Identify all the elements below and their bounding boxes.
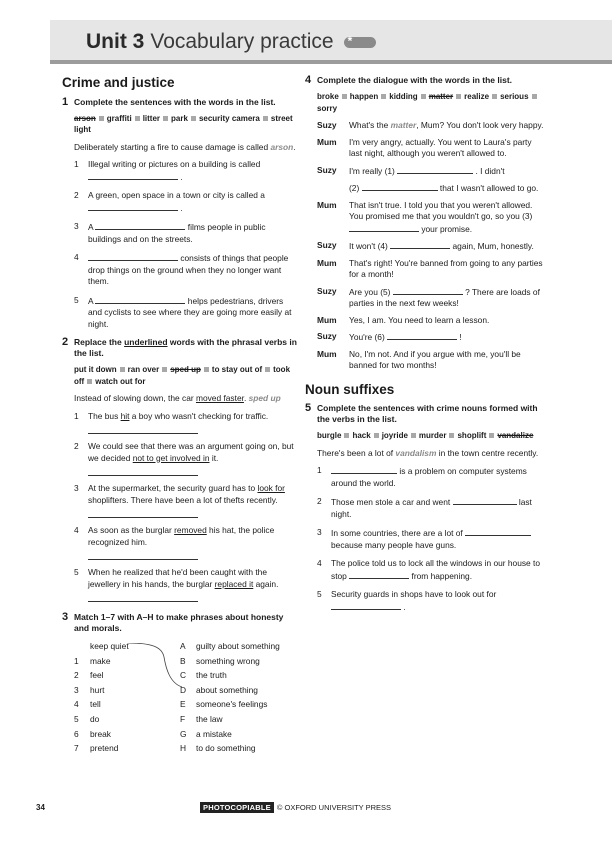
- match-letter: G: [180, 728, 187, 739]
- dialogue-text-part: What's the: [349, 120, 391, 130]
- item-text-part: A: [88, 222, 94, 232]
- word-list-item: took off: [74, 365, 291, 386]
- unit-label: Unit 3: [86, 30, 145, 53]
- exercise-item: [62, 190, 298, 214]
- word-list-item: to stay out of: [211, 365, 263, 374]
- match-left-item: [74, 697, 129, 712]
- dialogue-text: [349, 349, 545, 372]
- separator-square: [381, 94, 386, 99]
- match-right-item: [180, 683, 280, 698]
- example-answer: matter: [390, 120, 417, 130]
- match-left-item: [74, 683, 129, 698]
- page-title: Vocabulary practice: [150, 30, 334, 53]
- word-list-item: ran over: [127, 365, 160, 374]
- match-right-item: [180, 727, 280, 742]
- match-number: 6: [74, 728, 79, 739]
- separator-square: [135, 116, 140, 121]
- right-column: [305, 75, 545, 620]
- dialogue-text-part: No, I'm not. And if you argue with me, you'll be banned for two months!: [349, 348, 521, 370]
- exercise-4-heading: [305, 75, 545, 86]
- exercise-item: [305, 589, 545, 613]
- match-right-item: [180, 639, 280, 654]
- item-text-part: again.: [253, 578, 279, 589]
- match-letter: E: [180, 699, 186, 710]
- match-letter: H: [180, 743, 187, 754]
- dialogue-text-part: Are you (5): [349, 286, 391, 297]
- match-left-item: [74, 668, 129, 683]
- item-text-part: films people in public buildings and on the streets.: [88, 222, 266, 244]
- separator-square: [120, 367, 125, 372]
- item-text: [88, 190, 298, 214]
- word-list: [62, 364, 298, 387]
- separator-square: [411, 433, 416, 438]
- match-text: the truth: [196, 670, 227, 681]
- separator-square: [492, 94, 497, 99]
- speaker-name: Suzy: [317, 120, 337, 130]
- exercise-item: [62, 411, 298, 435]
- separator-square: [87, 379, 92, 384]
- match-text: pretend: [90, 743, 119, 754]
- separator-square: [421, 94, 426, 99]
- item-text: [331, 465, 545, 489]
- dialogue-line: [317, 137, 545, 160]
- dialogue-text-part: that I wasn't allowed to go.: [439, 183, 539, 193]
- word-list-item: serious: [500, 92, 529, 101]
- item-text: [88, 295, 298, 331]
- item-text-part: helps pedestrians, drivers and cyclists to see where they are going more easily at night.: [88, 295, 292, 329]
- item-text-part: As soon as the burglar: [88, 525, 175, 535]
- exercise-item: [305, 527, 545, 551]
- exercise-instruction: Complete the sentences with the words in the list.: [74, 96, 276, 107]
- item-text-part: At the supermarket, the security guard has to: [88, 483, 258, 493]
- item-text-part: because many people have guns.: [331, 539, 457, 550]
- section-title-crime: Crime and justice: [62, 75, 175, 90]
- match-text: hurt: [90, 684, 105, 695]
- example-text: .: [243, 393, 249, 403]
- answer-blank[interactable]: [331, 465, 397, 474]
- answer-blank[interactable]: [362, 182, 438, 191]
- footer: [200, 802, 391, 813]
- dialogue-text-part: That isn't true. I told you that you weren't allowed. You promised me that you wouldn't go, so you (3): [349, 199, 533, 221]
- match-number: 2: [74, 670, 79, 681]
- speaker-name: Mum: [317, 257, 337, 268]
- speaker-name: Mum: [317, 136, 337, 147]
- item-underlined: not to get involved in: [132, 452, 210, 463]
- match-text: keep quiet: [90, 641, 129, 651]
- item-number: 1: [74, 159, 79, 169]
- item-number: 2: [74, 441, 79, 451]
- dialogue-text-part: . I didn't: [475, 165, 505, 176]
- answer-line[interactable]: [88, 592, 198, 602]
- match-left-item: [74, 654, 129, 669]
- example-text: Deliberately starting a fire to cause damage is called: [74, 141, 271, 152]
- item-number: 5: [317, 589, 322, 599]
- dialogue-text: [349, 182, 545, 195]
- exercise-2-heading: [62, 337, 298, 359]
- left-column: [62, 75, 298, 769]
- match-text: guilty about something: [196, 641, 280, 651]
- match-text: make: [90, 655, 111, 666]
- dialogue-text-part: Yes, I am. You need to learn a lesson.: [349, 314, 490, 325]
- exercise-item: [305, 465, 545, 489]
- exercise-item: [62, 221, 298, 245]
- match-letter: B: [180, 655, 186, 666]
- match-text: something wrong: [196, 655, 260, 666]
- match-right-item: [180, 668, 280, 683]
- item-text-part: from happening.: [411, 570, 473, 581]
- match-number: 5: [74, 713, 79, 724]
- answer-blank[interactable]: [349, 570, 409, 579]
- item-text: [331, 527, 545, 551]
- dialogue-text: [349, 286, 545, 310]
- separator-square: [449, 433, 454, 438]
- answer-blank[interactable]: [95, 221, 185, 230]
- separator-square: [204, 367, 209, 372]
- item-text: [88, 252, 298, 288]
- item-underlined: removed: [174, 525, 207, 535]
- example-sentence: [62, 393, 298, 405]
- word-list-item: security camera: [198, 113, 260, 123]
- exercise-instruction: Match 1–7 with A–H to make phrases about honesty and morals.: [74, 612, 284, 633]
- instruction-part: Replace the: [74, 337, 125, 347]
- item-underlined: look for: [257, 483, 285, 493]
- item-text-part: A: [88, 295, 94, 306]
- speaker-name: Suzy: [317, 164, 337, 175]
- instruction-underlined: underlined: [124, 337, 168, 347]
- match-letter: C: [180, 670, 187, 681]
- section-title-noun-suffixes: Noun suffixes: [305, 381, 395, 397]
- item-number: 5: [74, 294, 79, 305]
- answer-line[interactable]: [88, 508, 198, 518]
- match-left-item: [74, 741, 129, 756]
- item-text-part: Illegal writing or pictures on a building is called: [88, 159, 261, 169]
- word-list-item: litter: [142, 113, 161, 123]
- match-letter: D: [180, 684, 187, 695]
- item-text: [88, 221, 298, 245]
- dialogue-line: [317, 315, 545, 327]
- exercise-number: 1: [62, 95, 69, 108]
- dialogue-text: [349, 258, 545, 281]
- exercise-1-items: [62, 159, 298, 330]
- match-number: [74, 639, 90, 654]
- item-text-part: a boy who wasn't checking for traffic.: [129, 410, 269, 421]
- exercise-1-heading: [62, 97, 298, 108]
- separator-square: [374, 433, 379, 438]
- dialogue-text-part: your promise.: [421, 223, 473, 234]
- item-number: 3: [317, 527, 322, 537]
- example-text: There's been a lot of: [317, 447, 396, 458]
- dialogue-text: [349, 137, 545, 160]
- item-text: [331, 558, 545, 582]
- match-right-item: [180, 741, 280, 756]
- dialogue-text-part: ? There are loads of parties in the next few weeks!: [349, 286, 540, 308]
- separator-square: [163, 116, 168, 121]
- example-answer: vandalism: [395, 447, 437, 458]
- dialogue-text-part: I'm very angry, actually. You went to Laura's party last night, although you weren't allowed to.: [349, 136, 532, 158]
- word-list-item: park: [171, 113, 188, 123]
- match-right-item: [180, 654, 280, 669]
- item-number: 1: [317, 465, 322, 475]
- match-number: 7: [74, 743, 79, 754]
- word-list-item: murder: [418, 431, 447, 440]
- item-text: [88, 567, 298, 602]
- dialogue-text-part: , Mum? You don't look very happy.: [416, 120, 544, 130]
- exercise-number: 4: [305, 74, 312, 86]
- match-number: 1: [74, 655, 79, 666]
- answer-blank[interactable]: [390, 240, 450, 249]
- exercise-item: [62, 525, 298, 560]
- exercise-item: [62, 567, 298, 602]
- item-underlined: replaced it: [214, 578, 254, 589]
- item-text: [331, 589, 545, 613]
- answer-blank[interactable]: [465, 527, 531, 536]
- example-answer: sped up: [248, 393, 281, 403]
- dialogue-line: [317, 331, 545, 344]
- word-list-item: hack: [352, 431, 371, 440]
- exercise-5-heading: [305, 403, 545, 425]
- word-list-item: vandalize: [497, 431, 534, 440]
- item-text-part: is a problem on computer systems around the world.: [331, 466, 527, 488]
- item-text: [331, 496, 545, 520]
- item-text-part: .: [180, 171, 183, 182]
- match-text: feel: [90, 670, 104, 681]
- match-letter: A: [180, 641, 186, 651]
- item-number: 2: [317, 496, 322, 506]
- answer-blank[interactable]: [349, 223, 419, 232]
- dialogue-text-part: I'm really (1): [349, 165, 395, 176]
- instruction-part: words with the phrasal verbs in the list.: [74, 337, 297, 358]
- exercise-2-items: [62, 411, 298, 603]
- match-right-item: [180, 697, 280, 712]
- page-number: 34: [36, 803, 45, 812]
- answer-blank[interactable]: [453, 496, 517, 505]
- match-number: 4: [74, 699, 79, 710]
- word-list: [62, 113, 298, 136]
- item-text-part: Those men stole a car and went: [331, 497, 451, 507]
- dialogue-text: [349, 120, 545, 132]
- answer-line[interactable]: [88, 550, 198, 560]
- item-text-part: The police told us to lock all the windows in our house to stop: [331, 558, 541, 581]
- dialogue-line: [317, 120, 545, 132]
- item-number: 3: [74, 221, 79, 231]
- separator-square: [265, 367, 270, 372]
- separator-square: [162, 367, 167, 372]
- level-badge: [344, 33, 376, 48]
- word-list-item: matter: [428, 92, 454, 101]
- exercise-5-items: [305, 465, 545, 613]
- example-answer: arson: [270, 141, 294, 152]
- item-text-part: When he realized that he'd been caught with the jewellery in his hands, the burglar: [88, 567, 267, 589]
- item-text-part: shoplifters. There have been a lot of thefts recently.: [88, 494, 278, 505]
- item-text: [88, 483, 298, 518]
- dialogue-text-part: again, Mum, honestly.: [452, 241, 534, 251]
- dialogue-line: [317, 349, 545, 372]
- item-text-part: his hat, the police recognized him.: [88, 525, 275, 547]
- word-list: [305, 91, 545, 114]
- word-list-item: sped up: [170, 365, 201, 374]
- word-list-item: sorry: [317, 103, 338, 113]
- dialogue-line: [317, 286, 545, 310]
- item-number: 1: [74, 410, 79, 421]
- match-left-item: [74, 727, 129, 742]
- exercise-number: 5: [305, 402, 312, 414]
- item-text-part: last night.: [331, 497, 532, 519]
- match-number: 3: [74, 684, 79, 695]
- example-sentence: Deliberately starting a fire to cause damage is called arson.: [74, 141, 296, 152]
- item-text: [88, 159, 298, 183]
- separator-square: [489, 433, 494, 438]
- item-text-part: it.: [209, 452, 219, 463]
- speaker-name: Suzy: [317, 285, 337, 296]
- match-right-list: [180, 639, 280, 756]
- answer-line[interactable]: [88, 466, 198, 476]
- speaker-name: Mum: [317, 199, 337, 210]
- dialogue-text-part: !: [459, 332, 462, 342]
- item-text: [88, 411, 298, 435]
- dialogue-text-part: That's right! You're banned from going to any parties for a month!: [349, 257, 543, 279]
- speaker-name: Suzy: [317, 331, 337, 341]
- answer-blank[interactable]: [88, 202, 178, 211]
- word-list-item: graffiti: [106, 113, 132, 123]
- separator-square: [342, 94, 347, 99]
- item-number: 5: [74, 567, 79, 577]
- item-text: [88, 441, 298, 476]
- match-left-list: [74, 639, 129, 756]
- speaker-name: Mum: [317, 314, 337, 325]
- word-list-item: street light: [74, 113, 293, 134]
- separator-square: [191, 116, 196, 121]
- dialogue-text: [349, 331, 545, 344]
- example-sentence: [305, 448, 545, 460]
- dialogue-text-part: You're (6): [349, 332, 385, 342]
- copyright: © OXFORD UNIVERSITY PRESS: [276, 803, 392, 812]
- exercise-item: [62, 441, 298, 476]
- word-list-item: happen: [349, 92, 379, 101]
- answer-blank[interactable]: [387, 331, 457, 340]
- word-list-item: burgle: [317, 431, 342, 440]
- separator-square: [263, 116, 268, 121]
- answer-blank[interactable]: [88, 252, 178, 261]
- dialogue-text: [349, 200, 545, 236]
- word-list: [305, 430, 545, 442]
- speaker-name: Suzy: [317, 240, 337, 250]
- exercise-number: 2: [62, 336, 69, 348]
- word-list-item: broke: [317, 92, 339, 101]
- match-left-item: [74, 639, 129, 654]
- answer-blank[interactable]: [88, 171, 178, 180]
- word-list-item: put it down: [74, 365, 117, 374]
- dialogue-text: [349, 165, 545, 178]
- item-number: 4: [74, 252, 79, 262]
- example-underlined: moved faster: [195, 393, 244, 403]
- answer-line[interactable]: [88, 424, 198, 434]
- answer-blank[interactable]: [331, 601, 401, 610]
- answer-blank[interactable]: [393, 286, 463, 295]
- separator-square: [532, 94, 537, 99]
- dialogue-text-part: (2): [349, 183, 360, 193]
- match-left-item: [74, 712, 129, 727]
- example-text: Instead of slowing down, the car: [74, 393, 196, 403]
- dialogue-line: [317, 240, 545, 253]
- match-text: the law: [196, 713, 223, 724]
- word-list-item: arson: [74, 113, 96, 123]
- word-list-item: shoplift: [457, 431, 487, 440]
- example-text: in the town centre recently.: [436, 447, 539, 458]
- item-text-part: Security guards in shops have to look out for: [331, 589, 497, 599]
- item-text-part: We could see that there was an argument going on, but we decided: [88, 441, 294, 463]
- speaker-name: Mum: [317, 348, 337, 359]
- dialogue-line: [317, 258, 545, 281]
- dialogue-line: [317, 165, 545, 178]
- match-text: someone's feelings: [196, 699, 268, 710]
- separator-square: [99, 116, 104, 121]
- dialogue-line: [317, 200, 545, 236]
- match-right-item: [180, 712, 280, 727]
- item-number: 4: [317, 558, 322, 568]
- dialogue-text: [349, 240, 545, 253]
- item-text-part: .: [180, 202, 183, 213]
- speaker-name: [317, 182, 349, 195]
- match-text: to do something: [196, 743, 256, 754]
- item-underlined: hit: [120, 410, 130, 421]
- match-letter: F: [180, 713, 186, 724]
- dialogue-text: [349, 315, 545, 327]
- matching-exercise: [62, 639, 298, 769]
- match-text: do: [90, 713, 100, 724]
- star-icon: *: [347, 33, 353, 48]
- exercise-item: [305, 496, 545, 520]
- exercise-number: 3: [62, 611, 69, 623]
- exercise-item: [62, 252, 298, 288]
- answer-blank[interactable]: [397, 165, 473, 174]
- item-text-part: consists of things that people drop things on the ground when they no longer want them.: [88, 253, 289, 286]
- match-text: about something: [196, 684, 258, 695]
- exercise-item: [62, 483, 298, 518]
- word-list-item: realize: [464, 92, 490, 101]
- item-text-part: The bus: [88, 410, 121, 421]
- answer-blank[interactable]: [95, 295, 185, 304]
- match-text: tell: [90, 699, 101, 710]
- item-text-part: .: [403, 601, 406, 612]
- photocopiable-badge: PHOTOCOPIABLE: [200, 802, 274, 813]
- item-text-part: A green, open space in a town or city is called a: [88, 190, 265, 200]
- item-number: 2: [74, 190, 79, 200]
- exercise-item: [305, 558, 545, 582]
- match-text: a mistake: [196, 728, 232, 739]
- exercise-item: [62, 295, 298, 331]
- exercise-3-heading: [62, 612, 298, 634]
- page-header: [50, 20, 612, 64]
- word-list-item: kidding: [389, 92, 418, 101]
- exercise-instruction: [74, 337, 298, 359]
- dialogue: [305, 120, 545, 372]
- item-text-part: In some countries, there are a lot of: [331, 528, 463, 538]
- exercise-instruction: Complete the dialogue with the words in the list.: [317, 75, 513, 85]
- match-text: break: [90, 728, 111, 739]
- word-list-item: joyride: [381, 431, 408, 440]
- separator-square: [456, 94, 461, 99]
- item-number: 4: [74, 525, 79, 535]
- dialogue-line: [317, 182, 545, 195]
- exercise-item: [62, 159, 298, 183]
- word-list-item: watch out for: [95, 376, 146, 386]
- dialogue-text-part: It won't (4): [349, 241, 388, 251]
- exercise-instruction: Complete the sentences with crime nouns formed with the verbs in the list.: [317, 403, 538, 424]
- separator-square: [344, 433, 349, 438]
- item-text: [88, 525, 298, 560]
- item-number: 3: [74, 483, 79, 493]
